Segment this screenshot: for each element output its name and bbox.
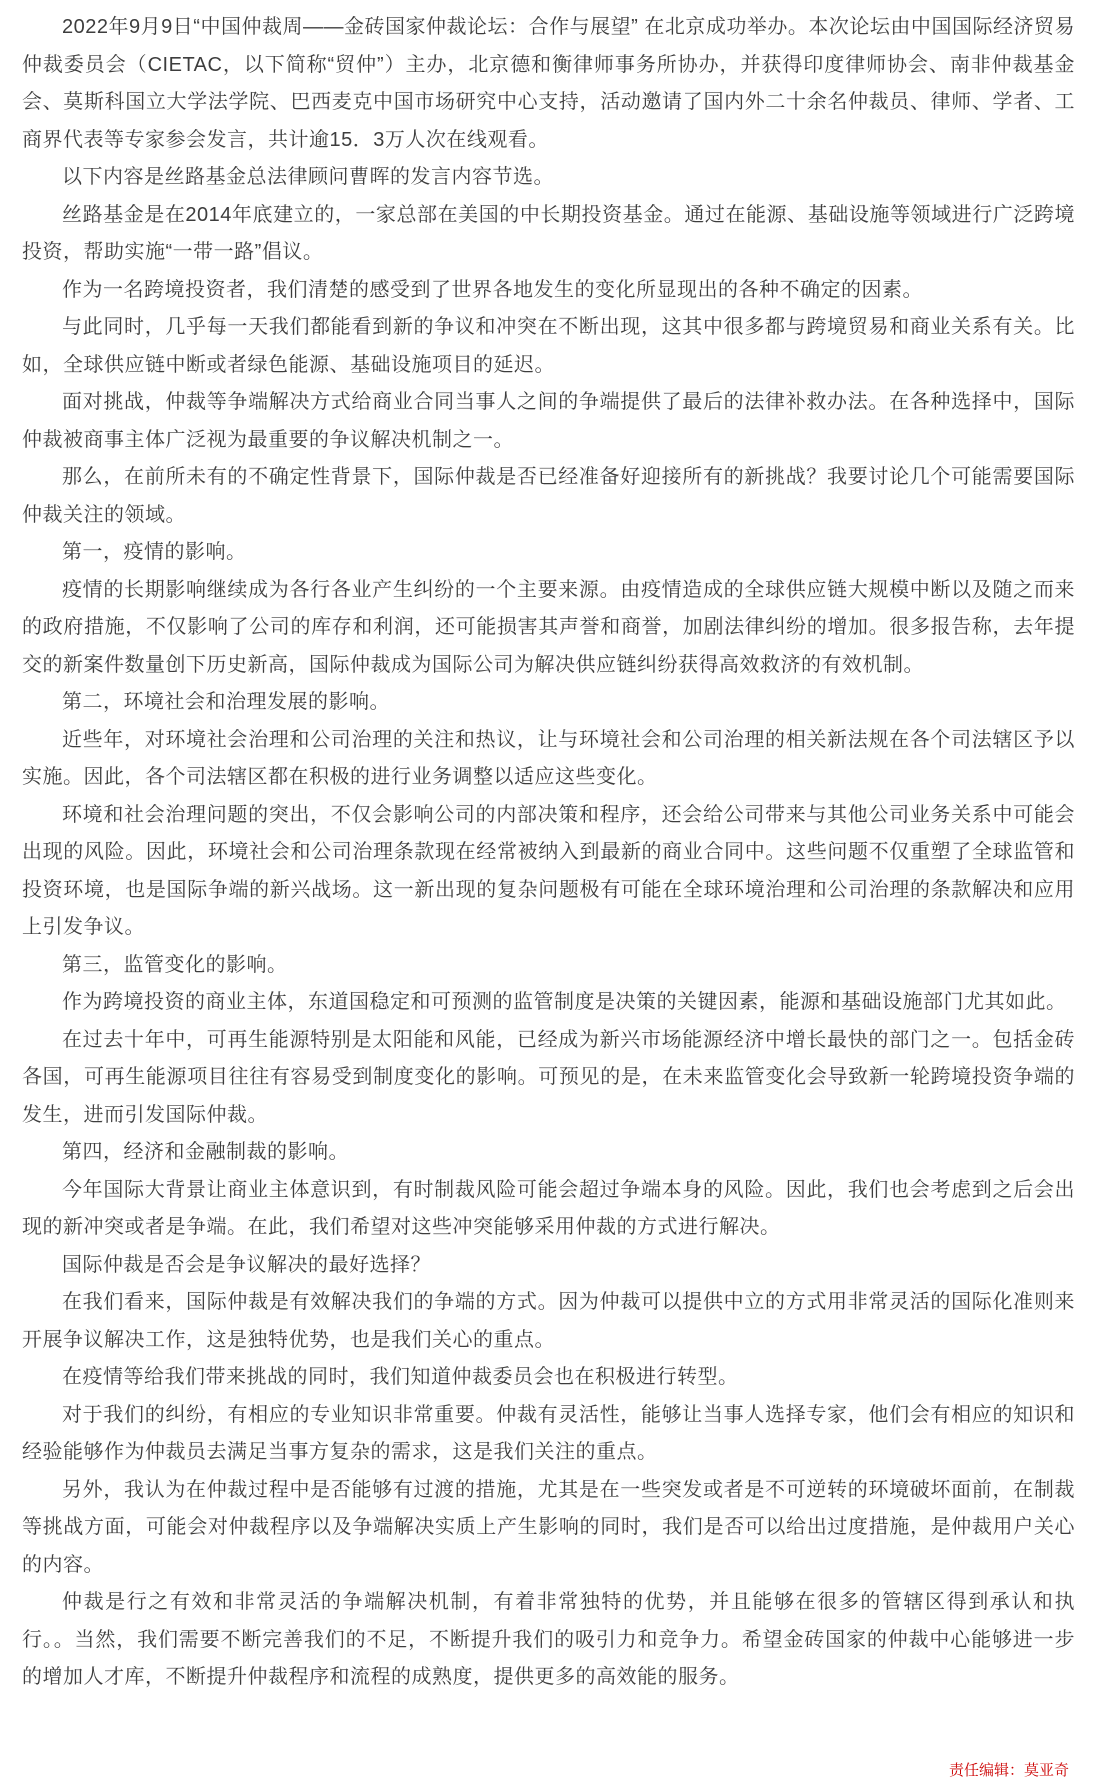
paragraph: 近些年，对环境社会治理和公司治理的关注和热议，让与环境社会和公司治理的相关新法规在各个司法辖区予以实施。因此，各个司法辖区都在积极的进行业务调整以适应这些变化。: [22, 728, 1075, 788]
paragraph: 作为一名跨境投资者，我们清楚的感受到了世界各地发生的变化所显现出的各种不确定的因素。: [62, 278, 923, 301]
section-heading-3: 第三，监管变化的影响。: [62, 953, 288, 976]
paragraph-source-note: 以下内容是丝路基金总法律顾问曹晖的发言内容节选。: [62, 166, 554, 188]
editor-credit: 责任编辑：莫亚奇: [948, 1762, 1069, 1779]
paragraph: 在我们看来，国际仲裁是有效解决我们的争端的方式。因为仲裁可以提供中立的方式用非常灵活的国际化准则来开展争议解决工作，这是独特优势，也是我们关心的重点。: [22, 1291, 1075, 1351]
paragraph: 今年国际大背景让商业主体意识到，有时制裁风险可能会超过争端本身的风险。因此，我们也会考虑到之后会出现的新冲突或者是争端。在此，我们希望对这些冲突能够采用仲裁的方式进行解决。: [22, 1178, 1075, 1238]
section-heading-2: 第二，环境社会和治理发展的影响。: [62, 691, 390, 713]
paragraph: 环境和社会治理问题的突出，不仅会影响公司的内部决策和程序，还会给公司带来与其他公司业务关系中可能会出现的风险。因此，环境社会和公司治理条款现在经常被纳入到最新的商业合同中。这些问题不仅重塑了全球监管和投资环境，也是国际争端的新兴战场。这一新出现的复杂问题极有可能在全球环境治理和公司治理的条款解决和应用上引发争议。: [22, 803, 1075, 938]
section-heading-4: 第四，经济和金融制裁的影响。: [62, 1141, 349, 1163]
paragraph: 与此同时，几乎每一天我们都能看到新的争议和冲突在不断出现，这其中很多都与跨境贸易和商业关系有关。比如，全球供应链中断或者绿色能源、基础设施项目的延迟。: [22, 316, 1075, 376]
paragraph: 面对挑战，仲裁等争端解决方式给商业合同当事人之间的争端提供了最后的法律补救办法。在各种选择中，国际仲裁被商事主体广泛视为最重要的争议解决机制之一。: [22, 391, 1075, 451]
paragraph: 另外，我认为在仲裁过程中是否能够有过渡的措施，尤其是在一些突发或者是不可逆转的环境破坏面前，在制裁等挑战方面，可能会对仲裁程序以及争端解决实质上产生影响的同时，我们是否可以给出过度措施，是仲裁用户关心的内容。: [22, 1478, 1075, 1576]
paragraph-question: 国际仲裁是否会是争议解决的最好选择？: [62, 1253, 431, 1276]
paragraph: 作为跨境投资的商业主体，东道国稳定和可预测的监管制度是决策的关键因素，能源和基础设施部门尤其如此。: [62, 991, 1067, 1013]
paragraph: 对于我们的纠纷，有相应的专业知识非常重要。仲裁有灵活性，能够让当事人选择专家，他们会有相应的知识和经验能够作为仲裁员去满足当事方复杂的需求，这是我们关注的重点。: [22, 1403, 1075, 1463]
paragraph-conclusion: 仲裁是行之有效和非常灵活的争端解决机制，有着非常独特的优势，并且能够在很多的管辖区得到承认和执行。。当然，我们需要不断完善我们的不足，不断提升我们的吸引力和竞争力。希望金砖国家的仲裁中心能够进一步的增加人才库，不断提升仲裁程序和流程的成熟度，提供更多的高效能的服务。: [22, 1591, 1075, 1688]
paragraph: 疫情的长期影响继续成为各行各业产生纠纷的一个主要来源。由疫情造成的全球供应链大规模中断以及随之而来的政府措施，不仅影响了公司的库存和利润，还可能损害其声誉和商誉，加剧法律纠纷的增加。很多报告称，去年提交的新案件数量创下历史新高，国际仲裁成为国际公司为解决供应链纠纷获得高效救济的有效机制。: [22, 578, 1075, 676]
paragraph: 在疫情等给我们带来挑战的同时，我们知道仲裁委员会也在积极进行转型。: [62, 1366, 739, 1388]
paragraph-intro: 2022年9月9日“中国仲裁周——金砖国家仲裁论坛：合作与展望” 在北京成功举办。本次论坛由中国国际经济贸易仲裁委员会（CIETAC，以下简称“贸仲”）主办，北京德和衡律师事务所协办，并获得印度律师协会、南非仲裁基金会、莫斯科国立大学法学院、巴西麦克中国市场研究中心支持，活动邀请了国内外二十余名仲裁员、律师、学者、工商界代表等专家参会发言，共计逾15．3万人次在线观看。: [22, 16, 1075, 151]
section-heading-1: 第一，疫情的影响。: [62, 541, 247, 563]
paragraph: 丝路基金是在2014年底建立的，一家总部在美国的中长期投资基金。通过在能源、基础设施等领域进行广泛跨境投资，帮助实施“一带一路”倡议。: [22, 203, 1075, 263]
paragraph: 在过去十年中，可再生能源特别是太阳能和风能，已经成为新兴市场能源经济中增长最快的部门之一。包括金砖各国，可再生能源项目往往有容易受到制度变化的影响。可预见的是，在未来监管变化会导致新一轮跨境投资争端的发生，进而引发国际仲裁。: [22, 1028, 1075, 1126]
paragraph: 那么，在前所未有的不确定性背景下，国际仲裁是否已经准备好迎接所有的新挑战？我要讨论几个可能需要国际仲裁关注的领域。: [22, 466, 1075, 526]
